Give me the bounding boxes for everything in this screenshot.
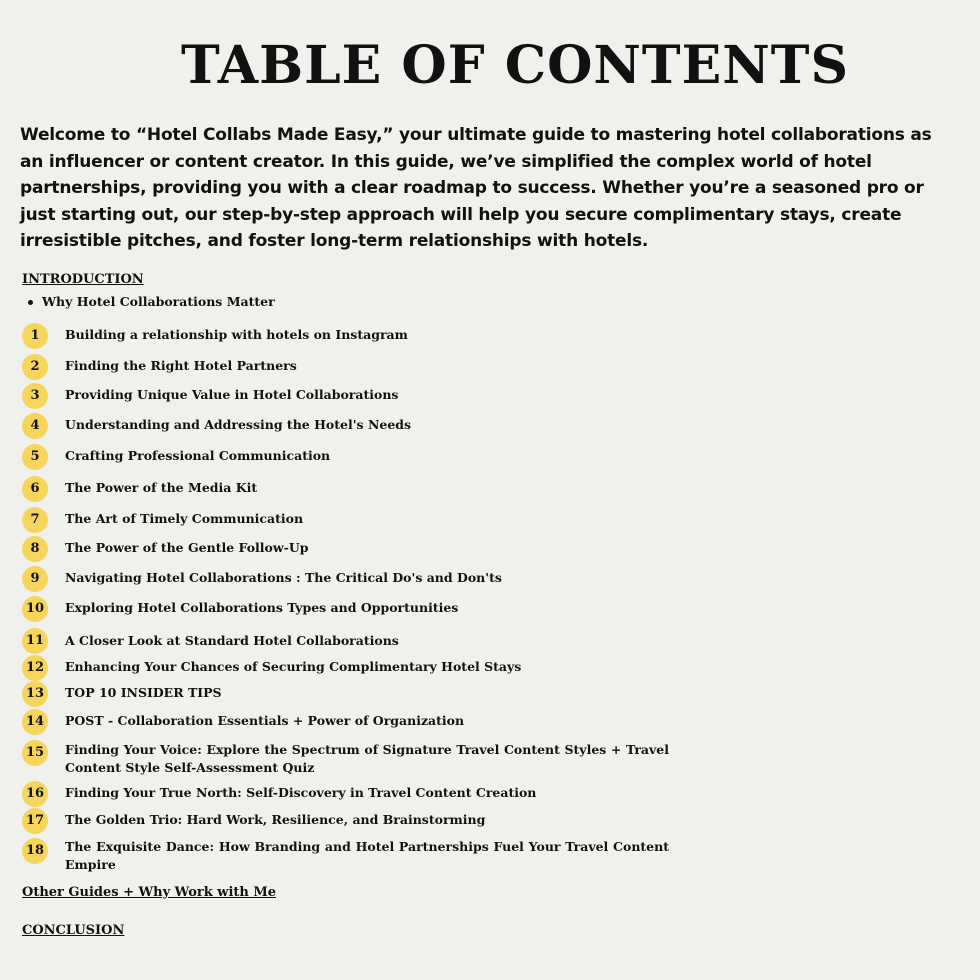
chapter-number-badge: 18 <box>22 838 48 864</box>
chapter-number-badge: 1 <box>22 323 48 349</box>
chapter-title: A Closer Look at Standard Hotel Collaborations <box>65 633 399 648</box>
chapter-title: The Exquisite Dance: How Branding and Hotel Partnerships Fuel Your Travel Content Empire <box>65 839 669 872</box>
chapter-number-badge: 6 <box>22 476 48 502</box>
toc-link-introduction[interactable]: INTRODUCTION <box>22 272 144 287</box>
chapter-title: Crafting Professional Communication <box>65 448 331 463</box>
bullet-dot-icon <box>28 300 33 305</box>
chapter-title: Building a relationship with hotels on Instagram <box>65 327 408 342</box>
chapter-title: The Power of the Gentle Follow-Up <box>65 540 309 555</box>
toc-link-conclusion[interactable]: CONCLUSION <box>22 923 125 938</box>
chapter-number-badge: 12 <box>22 655 48 681</box>
chapter-title: The Golden Trio: Hard Work, Resilience, and Brainstorming <box>65 812 486 827</box>
chapter-number-badge: 11 <box>22 628 48 654</box>
intro-paragraph: Welcome to “Hotel Collabs Made Easy,” your ultimate guide to mastering hotel collaborations as an influencer or content creator. In this guide, we’ve simplified the complex world of hotel partnerships, providing you with a clear roadmap to success. Whether you’re a seasoned pro or just starting out, our step-by-step approach will help you secure complimentary stays, create irresistible pitches, and foster long-term relationships with hotels. <box>20 125 932 251</box>
chapter-number-badge: 5 <box>22 444 48 470</box>
toc-intro-bullet-label: Why Hotel Collaborations Matter <box>42 294 275 309</box>
chapter-title: Finding Your True North: Self-Discovery in Travel Content Creation <box>65 785 537 800</box>
chapter-title: Enhancing Your Chances of Securing Complimentary Hotel Stays <box>65 659 522 674</box>
chapter-number-badge: 14 <box>22 709 48 735</box>
chapter-title: The Art of Timely Communication <box>65 511 304 526</box>
page-title: TABLE OF CONTENTS <box>180 35 850 96</box>
chapter-number-badge: 16 <box>22 781 48 807</box>
chapter-number-badge: 17 <box>22 808 48 834</box>
chapter-number-badge: 9 <box>22 566 48 592</box>
chapter-title: Finding Your Voice: Explore the Spectrum of Signature Travel Content Styles + Travel Content Style Self-Assessment Quiz <box>65 742 669 775</box>
chapter-title: Understanding and Addressing the Hotel's Needs <box>65 417 412 432</box>
toc-link-other-guides[interactable]: Other Guides + Why Work with Me <box>22 885 277 900</box>
chapter-number-badge: 2 <box>22 354 48 380</box>
chapter-title: Providing Unique Value in Hotel Collaborations <box>65 387 399 402</box>
chapter-title: Navigating Hotel Collaborations : The Critical Do's and Don'ts <box>65 570 502 585</box>
chapter-number-badge: 13 <box>22 681 48 707</box>
chapter-title: Exploring Hotel Collaborations Types and Opportunities <box>65 600 459 615</box>
chapter-number-badge: 15 <box>22 740 48 766</box>
chapter-number-badge: 7 <box>22 507 48 533</box>
chapter-title: TOP 10 INSIDER TIPS <box>65 685 222 700</box>
chapter-title: Finding the Right Hotel Partners <box>65 358 297 373</box>
chapter-title: The Power of the Media Kit <box>65 480 258 495</box>
chapter-number-badge: 4 <box>22 413 48 439</box>
chapter-number-badge: 10 <box>22 596 48 622</box>
chapter-number-badge: 8 <box>22 536 48 562</box>
toc-intro-bullet[interactable] <box>28 294 275 309</box>
chapter-title: POST - Collaboration Essentials + Power of Organization <box>65 713 465 728</box>
chapter-number-badge: 3 <box>22 383 48 409</box>
